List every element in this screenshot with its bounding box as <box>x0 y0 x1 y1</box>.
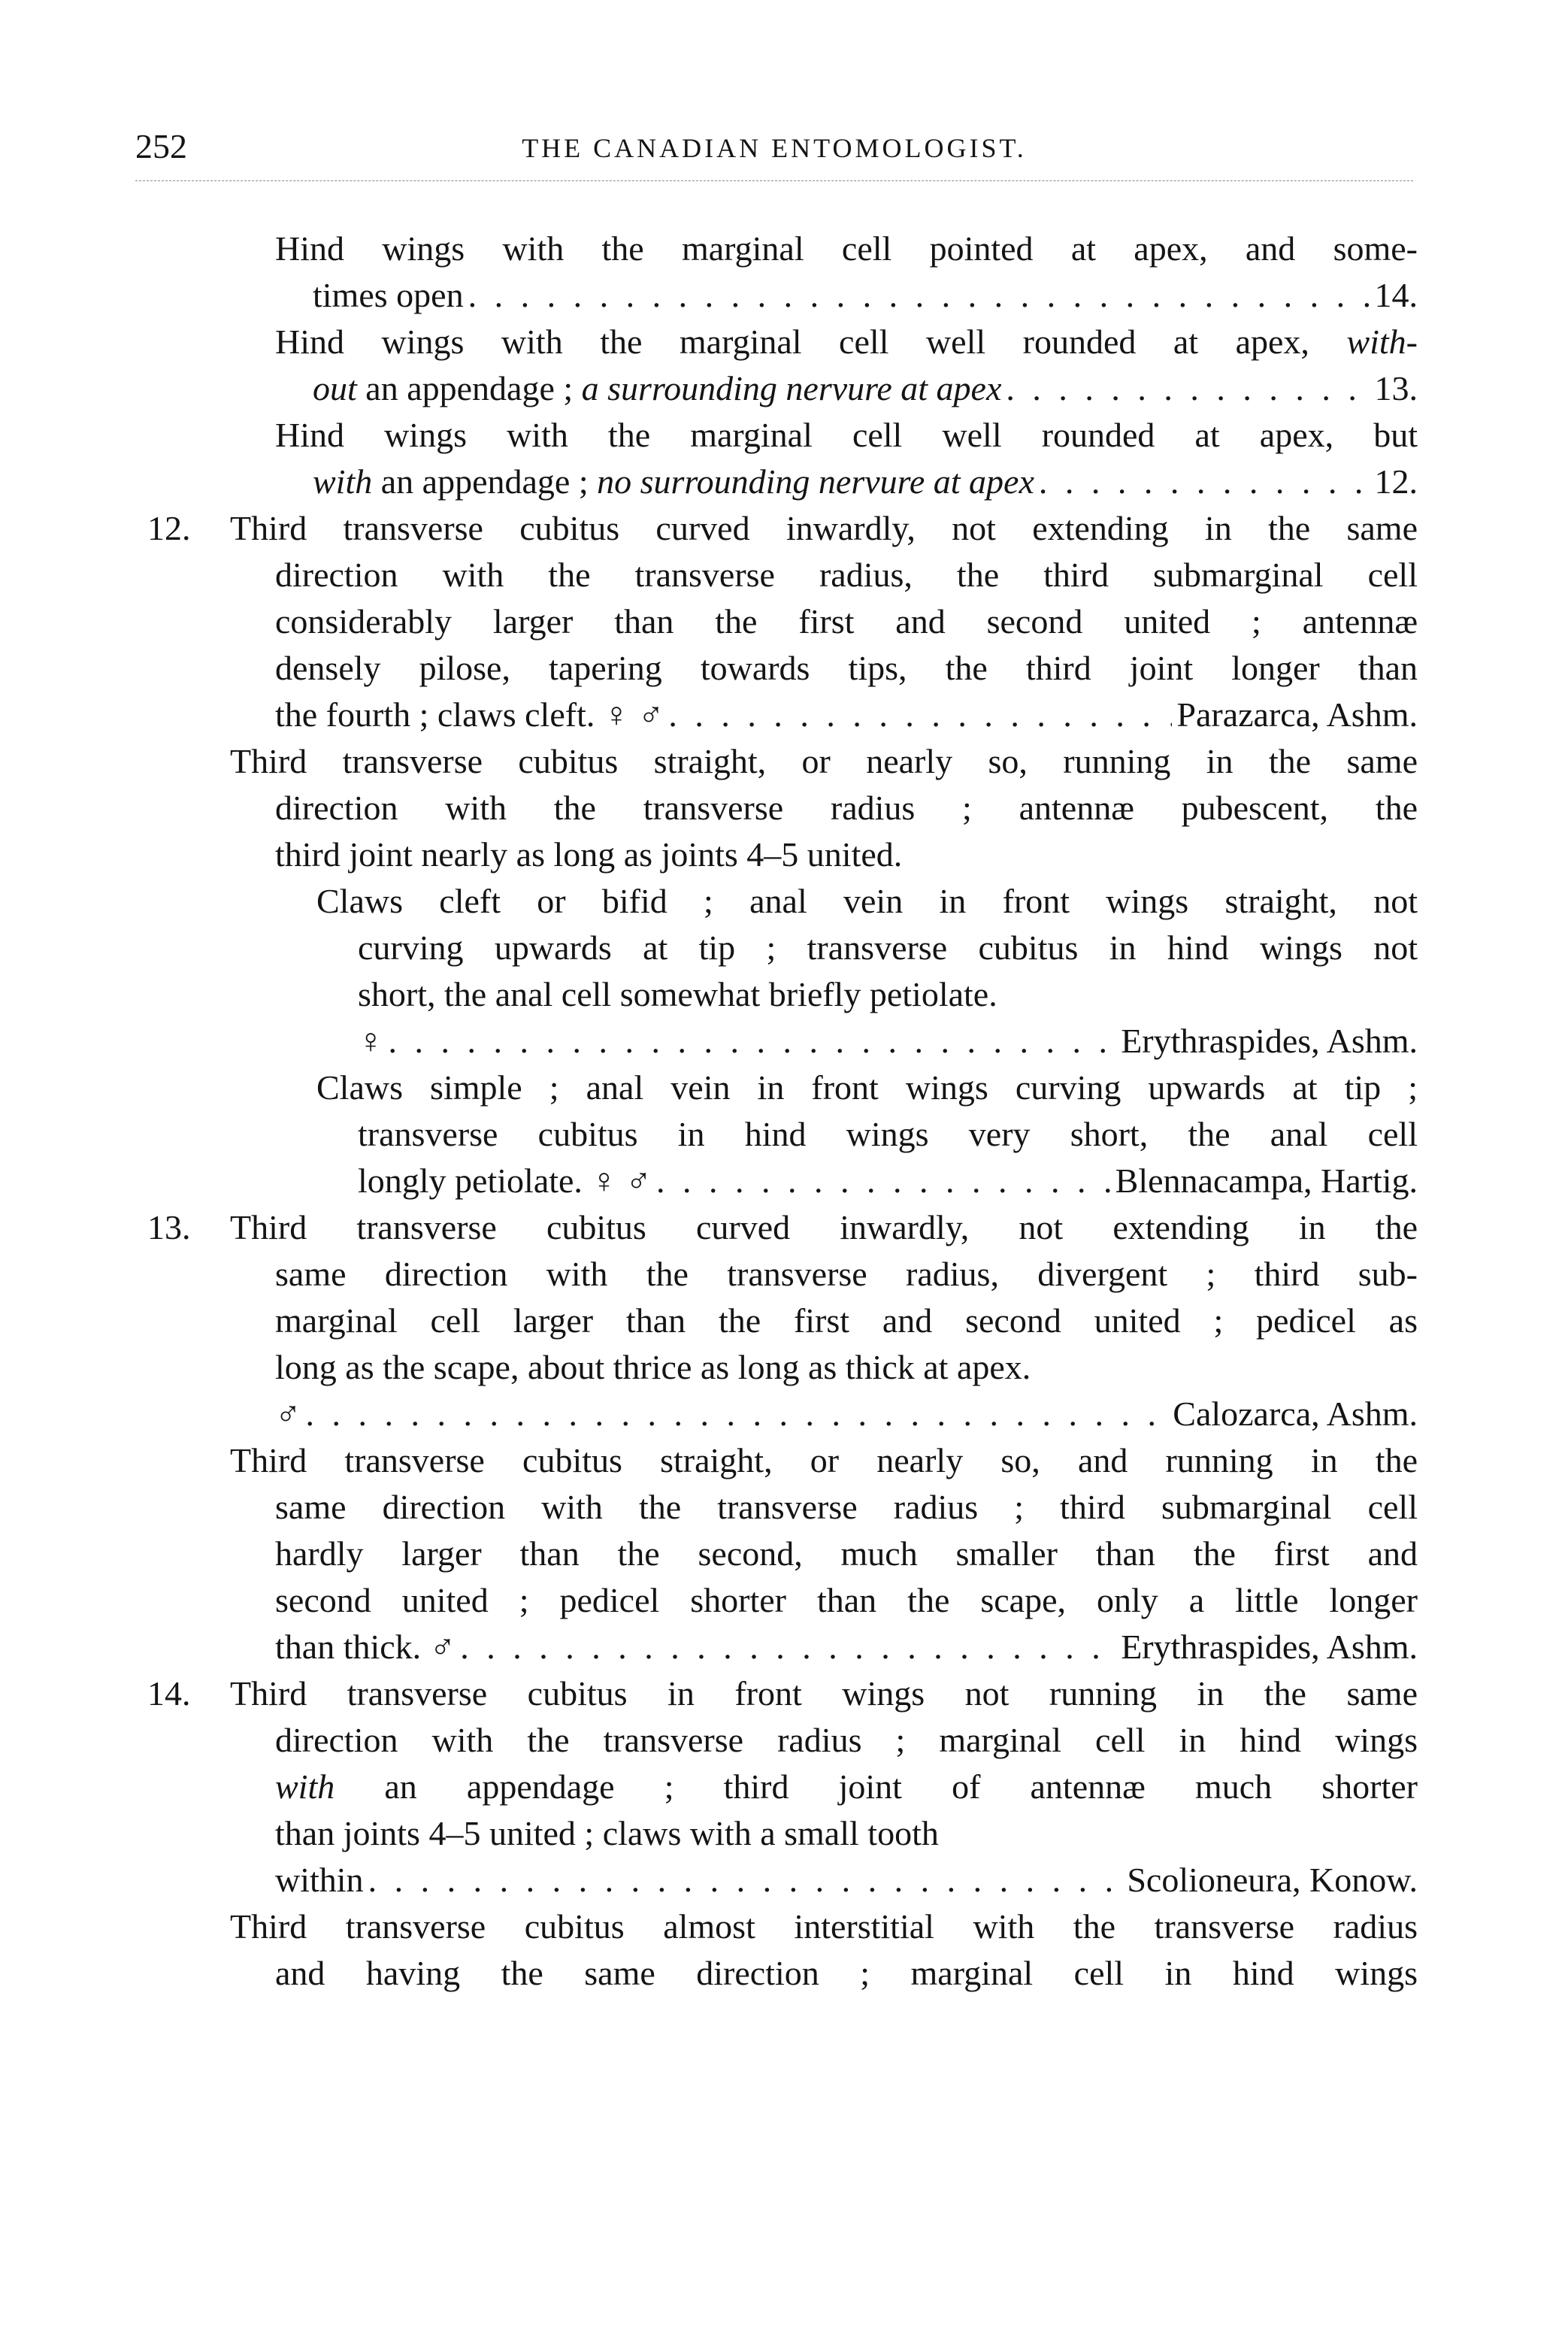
line-text <box>313 272 1418 319</box>
text-line <box>147 319 1418 365</box>
text-line <box>147 1344 1418 1391</box>
text-line <box>147 831 1418 878</box>
text-line <box>147 1670 1418 1717</box>
entry-text <box>275 692 664 738</box>
line-text <box>230 1903 1418 1950</box>
text-run: Third transverse cubitus straight, or nearly so, running in the same <box>230 742 1418 780</box>
text-line <box>147 1111 1418 1158</box>
text-run: and having the same direction ; marginal cell in hind wings <box>275 1954 1418 1992</box>
text-run: long as the scape, about thrice as long as thick at apex. <box>275 1348 1031 1386</box>
entry-text <box>313 459 1034 505</box>
line-text <box>275 552 1418 598</box>
couplet-number: 14. <box>147 1674 191 1713</box>
text-run: longly petiolate. ♀ ♂ <box>358 1161 652 1200</box>
line-text <box>275 1764 1418 1810</box>
italic-text: out <box>313 369 357 407</box>
entry-text <box>358 1018 384 1065</box>
text-line <box>147 1950 1418 1997</box>
taxon-reference: 12. <box>1374 462 1418 501</box>
text-run: densely pilose, tapering towards tips, the third joint longer than <box>275 649 1418 687</box>
line-text <box>275 1717 1418 1764</box>
text-line <box>147 1624 1418 1670</box>
text-line <box>147 365 1418 412</box>
taxon-reference: Scolioneura, Konow. <box>1127 1861 1418 1899</box>
text-line <box>147 692 1418 738</box>
taxon-reference: Calozarca, Ashm. <box>1173 1395 1418 1433</box>
line-text <box>230 505 1418 552</box>
text-run: short, the anal cell somewhat briefly petiolate. <box>358 975 997 1013</box>
text-line <box>147 645 1418 692</box>
text-run: times open <box>313 276 464 314</box>
text-run: Claws cleft or bifid ; anal vein in front wings straight, not <box>316 882 1418 920</box>
line-text <box>275 831 1418 878</box>
couplet-number: 12. <box>147 509 191 547</box>
line-text <box>275 1857 1418 1903</box>
line-text <box>358 1158 1418 1204</box>
line-text <box>230 1204 1418 1251</box>
entry-text <box>275 1857 364 1903</box>
line-text <box>275 412 1418 459</box>
line-text <box>230 1670 1418 1717</box>
leader-dots <box>460 1624 1116 1670</box>
leader-dots <box>656 1158 1111 1204</box>
taxon-reference: 13. <box>1374 369 1418 407</box>
text-line <box>147 272 1418 319</box>
line-text <box>275 1950 1418 1997</box>
italic-text: with <box>313 462 373 501</box>
line-text <box>316 878 1418 925</box>
text-line <box>147 1065 1418 1111</box>
taxon-reference: Blennacampa, Hartig. <box>1115 1161 1418 1200</box>
text-run: transverse cubitus in hind wings very short, the anal cell <box>358 1115 1418 1153</box>
text-line <box>147 1391 1418 1437</box>
line-text <box>275 1251 1418 1298</box>
italic-text: no surrounding nervure at apex <box>597 462 1034 501</box>
text-line <box>147 1251 1418 1298</box>
text-run: Third transverse cubitus in front wings not running in the same <box>230 1674 1418 1713</box>
text-run: Third transverse cubitus curved inwardly, not extending in the <box>230 1208 1418 1246</box>
line-text <box>358 971 1418 1018</box>
page-number: 252 <box>135 127 187 165</box>
text-line <box>147 1717 1418 1764</box>
text-run: the fourth ; claws cleft. ♀ ♂ <box>275 695 664 734</box>
text-line <box>147 1531 1418 1577</box>
line-text <box>358 1018 1418 1065</box>
line-text <box>275 1391 1418 1437</box>
text-run: within <box>275 1861 364 1899</box>
line-text <box>275 1484 1418 1531</box>
text-run: curving upwards at tip ; transverse cubitus in hind wings not <box>358 928 1418 967</box>
leader-dots <box>306 1391 1169 1437</box>
line-text <box>275 692 1418 738</box>
text-line <box>147 552 1418 598</box>
italic-text: a surrounding nervure at apex <box>581 369 1002 407</box>
text-run: considerably larger than the first and second united ; antennæ <box>275 602 1418 641</box>
line-text <box>275 598 1418 645</box>
taxon-reference: 14. <box>1374 276 1418 314</box>
text-line <box>147 1810 1418 1857</box>
text-run: direction with the transverse radius ; antennæ pubescent, the <box>275 789 1418 827</box>
line-text <box>316 1065 1418 1111</box>
entry-text <box>313 365 1001 412</box>
taxon-reference: Erythraspides, Ashm. <box>1121 1628 1418 1666</box>
text-line <box>147 1577 1418 1624</box>
text-line <box>147 1298 1418 1344</box>
taxon-reference: Parazarca, Ashm. <box>1176 695 1418 734</box>
line-text <box>358 1111 1418 1158</box>
text-run: than thick. ♂ <box>275 1628 456 1666</box>
running-head <box>135 126 1413 186</box>
line-text <box>275 645 1418 692</box>
text-run: Third transverse cubitus straight, or nearly so, and running in the <box>230 1441 1418 1479</box>
text-line <box>147 785 1418 831</box>
text-run: an appendage ; third joint of antennæ much shorter <box>334 1767 1418 1806</box>
text-run: same direction with the transverse radius, divergent ; third sub- <box>275 1255 1418 1293</box>
text-line <box>147 1204 1418 1251</box>
line-text <box>313 459 1418 505</box>
text-line <box>147 505 1418 552</box>
text-run: direction with the transverse radius, the third submarginal cell <box>275 556 1418 594</box>
line-text <box>275 1531 1418 1577</box>
text-run: marginal cell larger than the first and second united ; pedicel as <box>275 1301 1418 1340</box>
line-text <box>230 738 1418 785</box>
text-line <box>147 598 1418 645</box>
line-text <box>275 1344 1418 1391</box>
line-text <box>275 1624 1418 1670</box>
leader-dots <box>668 692 1172 738</box>
couplet-number: 13. <box>147 1208 191 1246</box>
text-line <box>147 226 1418 272</box>
text-line <box>147 1903 1418 1950</box>
leader-dots <box>1006 365 1370 412</box>
text-run: third joint nearly as long as joints 4–5 united. <box>275 835 903 874</box>
text-line <box>147 1484 1418 1531</box>
line-text <box>275 226 1418 272</box>
line-text <box>275 1577 1418 1624</box>
text-line <box>147 738 1418 785</box>
line-text <box>358 925 1418 971</box>
leader-dots <box>468 272 1370 319</box>
entry-text <box>358 1158 652 1204</box>
entry-text <box>275 1391 301 1437</box>
entry-text <box>275 1624 456 1670</box>
leader-dots <box>389 1018 1117 1065</box>
text-run: same direction with the transverse radius ; third submarginal cell <box>275 1488 1418 1526</box>
text-run: hardly larger than the second, much smaller than the first and <box>275 1534 1418 1573</box>
journal-title: THE CANADIAN ENTOMOLOGIST. <box>522 133 1027 163</box>
text-run: than joints 4–5 united ; claws with a small tooth <box>275 1814 939 1852</box>
text-line <box>147 412 1418 459</box>
text-run: ♂ <box>275 1395 301 1433</box>
text-line <box>147 925 1418 971</box>
text-line <box>147 1764 1418 1810</box>
entry-text <box>313 272 464 319</box>
text-run: an appendage ; <box>372 462 598 501</box>
text-line <box>147 971 1418 1018</box>
text-line <box>147 1857 1418 1903</box>
text-run: Hind wings with the marginal cell well rounded at apex, but <box>275 416 1418 454</box>
text-line <box>147 459 1418 505</box>
italic-text: with- <box>1346 323 1418 361</box>
text-run: ♀ <box>358 1022 384 1060</box>
line-text <box>313 365 1418 412</box>
text-run: Claws simple ; anal vein in front wings curving upwards at tip ; <box>316 1068 1418 1107</box>
text-run: direction with the transverse radius ; marginal cell in hind wings <box>275 1721 1418 1759</box>
taxon-reference: Erythraspides, Ashm. <box>1121 1022 1418 1060</box>
line-text <box>275 1298 1418 1344</box>
text-run: Third transverse cubitus almost interstitial with the transverse radius <box>230 1907 1418 1946</box>
header-rule <box>135 180 1413 181</box>
leader-dots <box>1039 459 1370 505</box>
text-run: Hind wings with the marginal cell pointed at apex, and some- <box>275 229 1418 268</box>
text-run: an appendage ; <box>356 369 582 407</box>
italic-text: with <box>275 1767 335 1806</box>
text-line <box>147 1018 1418 1065</box>
line-text <box>275 319 1418 365</box>
text-line <box>147 1437 1418 1484</box>
line-text <box>275 785 1418 831</box>
leader-dots <box>368 1857 1123 1903</box>
line-text <box>275 1810 1418 1857</box>
text-run: Hind wings with the marginal cell well rounded at apex, <box>275 323 1347 361</box>
text-run: Third transverse cubitus curved inwardly, not extending in the same <box>230 509 1418 547</box>
text-line <box>147 878 1418 925</box>
text-line <box>147 1158 1418 1204</box>
key-text <box>147 226 1418 1997</box>
text-run: second united ; pedicel shorter than the scape, only a little longer <box>275 1581 1418 1619</box>
line-text <box>230 1437 1418 1484</box>
